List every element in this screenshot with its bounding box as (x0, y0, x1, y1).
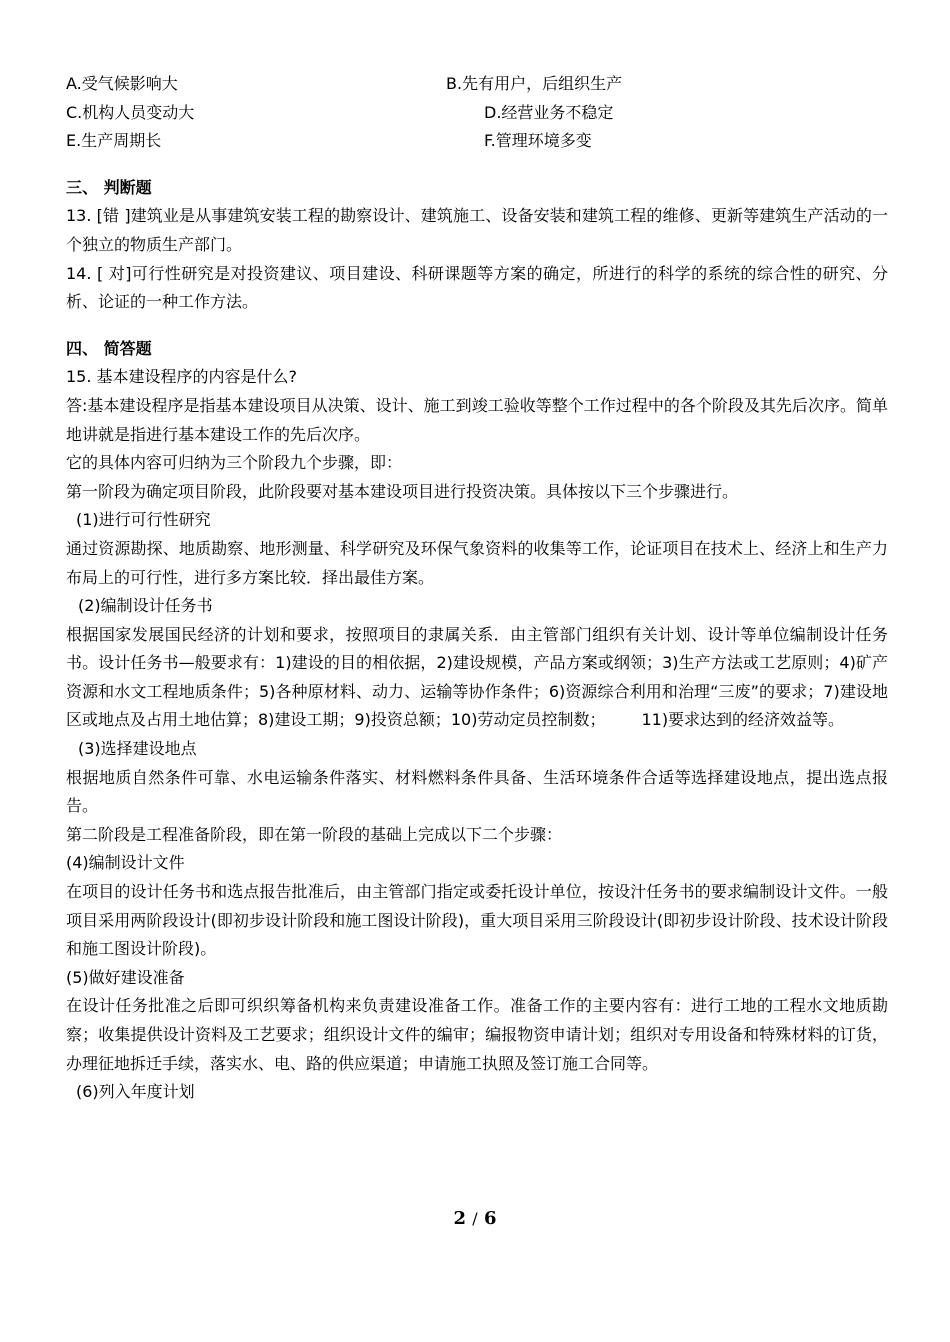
question-15: 15. 基本建设程序的内容是什么? (66, 367, 298, 387)
question-13: 13. [错 ]建筑业是从事建筑安装工程的勘察设计、建筑施工、设备安装和建筑工程的维修、更新等建筑生产活动的一个独立的物质生产部门。 (66, 206, 888, 254)
step-4-text: 在项目的设计任务书和选点报告批准后，由主管部门指定或委托设计单位，按设汁任务书的要求编制设计文件。一般项目采用两阶段设计(即初步设计阶段和施工图设计阶段)，重大项目采用三阶段设计(即初步设计阶段、技术设计阶段和施工图设计阶段)。 (66, 882, 888, 959)
question-14: 14. [ 对]可行性研究是对投资建议、项目建设、科研课题等方案的确定，所进行的科学的系统的综合性的研究、分析、论证的一种工作方法。 (66, 263, 888, 312)
answer-summary: 它的具体内容可归纳为三个阶段九个步骤，即： (66, 453, 403, 473)
page-current: 2 (453, 1208, 467, 1229)
step-2-text-tail: 11)要求达到的经济效益等。 (641, 710, 845, 730)
option-a: A.受气候影响大 (66, 74, 178, 93)
step-1-text: 通过资源勘探、地质勘察、地形测量、科学研究及环保气象资料的收集等工作，论证项目在技术上、经济上和生产力布局上的可行性，进行多方案比较．择出最佳方案。 (66, 538, 888, 587)
option-c: C.机构人员变动大 (66, 102, 195, 122)
document-page (66, 70, 888, 1107)
options-row-1 (66, 70, 888, 99)
step-5-title: (5)做好建设准备 (66, 967, 185, 987)
option-d: D.经营业务不稳定 (484, 102, 614, 122)
step-2-text-main: 根据国家发展国民经济的计划和要求，按照项目的隶属关系．由主管部门组织有关计划、设计等单位编制设计任务书。设计任务书—般要求有：1)建设的目的相依据，2)建设规模，产品方案或纲领；3)生产方法或工艺原则；4)矿产资源和水文工程地质条件；5)各种原材料、动力、运输等协作条件；6)资源综合利用和治理“三废”的要求；7)建设地区或地点及占用土地估算；8)建设工期；9)投资总额；10)劳动定员控制数； (66, 624, 888, 730)
step-5-text: 在设计任务批准之后即可织织筹备机构来负责建设准备工作。准备工作的主要内容有：进行工地的工程水文地质勘察；收集提供设计资料及工艺要求；组织设计文件的编审；编报物资申请计划；组织对专用设备和特殊材料的订货，办理征地拆迁手续，落实水、电、路的供应渠道；申请施工执照及签订施工合同等。 (66, 996, 888, 1073)
options-row-3 (66, 127, 888, 156)
option-e: E.生产周期长 (66, 131, 162, 151)
step-2-text (66, 621, 888, 735)
step-3-text: 根据地质自然条件可靠、水电运输条件落实、材料燃料条件具备、生活环境条件合适等选择建设地点，提出选点报告。 (66, 767, 888, 816)
stage-2: 第二阶段是工程准备阶段，即在第一阶段的基础上完成以下二个步骤： (66, 824, 563, 844)
options-row-2 (66, 99, 888, 128)
answer-intro: 答:基本建设程序是指基本建设项目从决策、设计、施工到竣工验收等整个工作过程中的各个阶段及其先后次序。简单地讲就是指进行基本建设工作的先后次序。 (66, 395, 888, 444)
section-title-short-answer: 四、 简答题 (66, 338, 152, 358)
option-b: B.先有用户，后组织生产 (446, 74, 623, 93)
step-2-title: (2)编制设计任务书 (78, 596, 213, 616)
stage-1: 第一阶段为确定项目阶段，此阶段要对基本建设项目进行投资决策。具体按以下三个步骤进行。 (66, 481, 739, 501)
page-number (0, 1208, 950, 1229)
option-f: F.管理环境多变 (484, 131, 592, 151)
page-separator: / (472, 1209, 478, 1228)
step-3-title: (3)选择建设地点 (78, 739, 197, 759)
step-4-title: (4)编制设计文件 (66, 853, 185, 873)
step-1-title: (1)进行可行性研究 (76, 510, 211, 530)
page-total: 6 (483, 1208, 497, 1229)
section-title-judgment: 三、 判断题 (66, 177, 152, 197)
step-6-title: (6)列入年度计划 (76, 1082, 195, 1102)
